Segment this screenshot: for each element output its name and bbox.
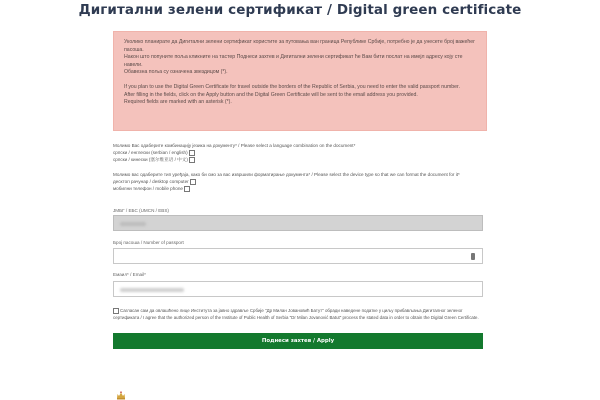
- device-mobile-checkbox[interactable]: [184, 186, 190, 192]
- passport-autofill-icon[interactable]: [471, 253, 475, 260]
- notice-en-line2: After filling in the fields, click on the Apply button and the Digital Green Certificate will be sent to the email address you provided.: [124, 91, 418, 98]
- language-group: [113, 143, 487, 164]
- notice-en-line1: If you plan to use the Digital Green Certificate for travel outside the borders of the Republic of Serbia, you need to enter the valid passport number.: [124, 83, 460, 90]
- device-option-mobile[interactable]: мобилни телефон / mobile phone: [113, 186, 487, 193]
- consent-group[interactable]: [113, 308, 487, 321]
- language-question: Молимо Вас одаберите комбинацију језика на документу* / Please select a language combination on the document*: [113, 143, 356, 148]
- jmbg-label: ЈМБГ / ЕБС (UMCN / EBS): [113, 208, 169, 213]
- page-title: Дигитални зелени сертификат / Digital green certificate: [78, 2, 522, 18]
- info-notice: [113, 31, 487, 131]
- notice-sr-line3: Обавезна поља су означена звездицом (*).: [124, 69, 228, 76]
- email-field[interactable]: [113, 281, 483, 297]
- language-option-chinese[interactable]: српски / кинески (塞尔维亚语 / 中文): [113, 157, 487, 164]
- passport-field[interactable]: [113, 248, 483, 264]
- device-question: Молимо вас одаберите тип уређаја, како би смо за вас извршили форматирање документа* / Please select the device type so that we can format the document for it*: [113, 172, 460, 177]
- jmbg-redacted-value: [120, 222, 146, 226]
- email-label: Емаил* / Email*: [113, 272, 146, 277]
- notice-sr-line1: Уколико планирате да Дигитални зелени сертификат користите за путовања ван граница Републике Србије, потребно је да унесете број важећег пасоша.: [124, 39, 476, 53]
- device-option-desktop[interactable]: десктоп рачунар / desktop computer: [113, 179, 487, 186]
- apply-button[interactable]: Поднеси захтев / Apply: [113, 333, 483, 349]
- passport-label: Број пасоша / Number of passport: [113, 240, 184, 245]
- email-redacted-value: [120, 288, 184, 292]
- notice-sr-line2: Након што попуните поља кликните на тастер Поднеси захтев и Дигитални зелени сертификат ће Вам бити послат на имејл адресу коју сте навели.: [124, 54, 463, 68]
- serbian-crown-icon: [116, 391, 126, 400]
- language-option-english[interactable]: српски / енглески (serbian / english): [113, 150, 487, 157]
- device-desktop-checkbox[interactable]: [190, 179, 196, 185]
- notice-en-line3: Required fields are marked with an asterisk (*).: [124, 99, 232, 106]
- language-chinese-checkbox[interactable]: [189, 157, 195, 163]
- device-group: [113, 172, 487, 193]
- consent-checkbox[interactable]: [113, 308, 119, 314]
- jmbg-field[interactable]: [113, 215, 483, 231]
- consent-text: Сагласан сам да овлашћено лице Института за јавно здравље Србије "Др Милан Јовановић Батут" обради наведене податке у циљу прибављања Дигиталног зеленог сертификата / I agree that the authorized person of the Institute of Public Health of Serbia "Dr Milan Jovanović Batut" process the stated data in order to obtain the Digital Green Certificate.: [113, 308, 479, 320]
- language-english-checkbox[interactable]: [189, 150, 195, 156]
